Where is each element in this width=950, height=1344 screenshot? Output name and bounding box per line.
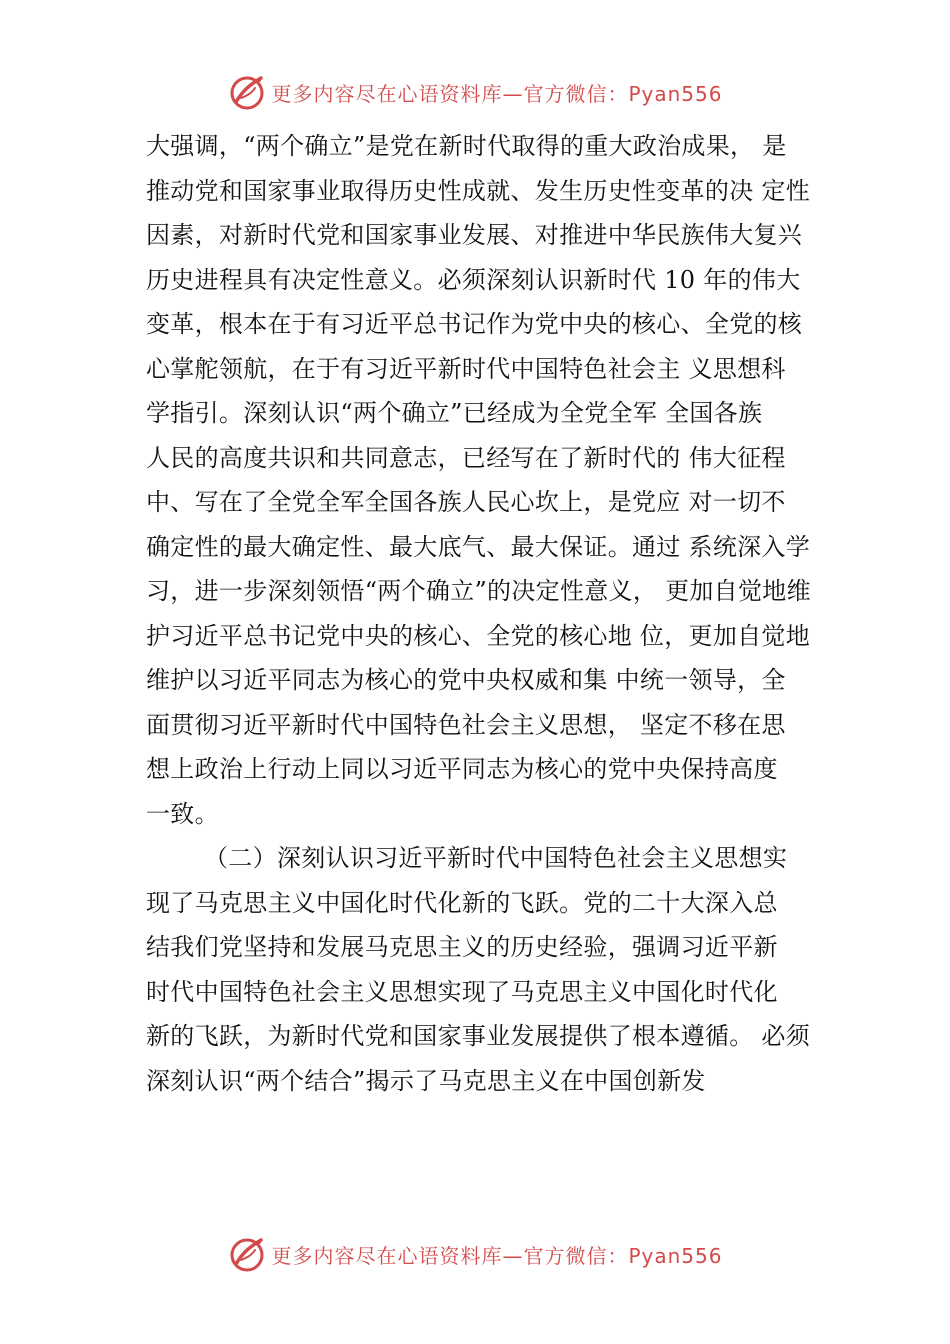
- text-line: 历史进程具有决定性意义。必须深刻认识新时代 10 年的伟大: [146, 265, 801, 294]
- text-line: 推动党和国家事业取得历史性成就、发生历史性变革的决 定性: [146, 176, 811, 205]
- text-line: 人民的高度共识和共同意志，已经写在了新时代的 伟大征程: [146, 443, 786, 472]
- footer-banner: [0, 1232, 950, 1276]
- text-line: 维护以习近平同志为核心的党中央权威和集 中统一领导，全: [146, 666, 786, 694]
- brush-logo-icon: [227, 72, 267, 112]
- text-line: 确定性的最大确定性、最大底气、最大保证。通过 系统深入学: [146, 532, 811, 561]
- header-banner: [0, 70, 950, 114]
- text-line: 面贯彻习近平新时代中国特色社会主义思想， 坚定不移在思: [146, 710, 786, 739]
- text-line: 心掌舵领航，在于有习近平新时代中国特色社会主 义思想科: [146, 354, 786, 383]
- section-heading-line: （二）深刻认识习近平新时代中国特色社会主义思想实: [204, 844, 788, 872]
- text-line: 因素，对新时代党和国家事业发展、对推进中华民族伟大复兴: [146, 221, 803, 249]
- text-line: 习，进一步深刻领悟“两个确立”的决定性意义， 更加自觉地维: [146, 577, 811, 605]
- text-line: 想上政治上行动上同以习近平同志为核心的党中央保持高度: [146, 755, 778, 783]
- text-line: 新的飞跃，为新时代党和国家事业发展提供了根本遵循。 必须: [146, 1022, 811, 1050]
- text-line: 中、写在了全党全军全国各族人民心坎上，是党应 对一切不: [146, 488, 786, 516]
- text-line: 深刻认识“两个结合”揭示了马克思主义在中国创新发: [146, 1066, 706, 1095]
- text-line: 一致。: [146, 799, 219, 828]
- text-line: 变革，根本在于有习近平总书记作为党中央的核心、全党的核: [146, 310, 803, 338]
- brush-logo-icon: [227, 1234, 267, 1274]
- text-line: 护习近平总书记党中央的核心、全党的核心地 位，更加自觉地: [146, 621, 811, 650]
- text-line: 时代中国特色社会主义思想实现了马克思主义中国化时代化: [146, 977, 778, 1006]
- text-line: 大强调，“两个确立”是党在新时代取得的重大政治成果， 是: [146, 132, 787, 160]
- footer-banner-text: 更多内容尽在心语资料库—官方微信：Pyan556: [271, 1243, 723, 1268]
- text-line: 结我们党坚持和发展马克思主义的历史经验，强调习近平新: [146, 933, 778, 961]
- text-line: 现了马克思主义中国化时代化新的飞跃。党的二十大深入总: [146, 888, 778, 917]
- document-body: [146, 124, 846, 1103]
- text-line: 学指引。深刻认识“两个确立”已经成为全党全军 全国各族: [146, 399, 763, 427]
- header-banner-text: 更多内容尽在心语资料库—官方微信：Pyan556: [271, 81, 723, 106]
